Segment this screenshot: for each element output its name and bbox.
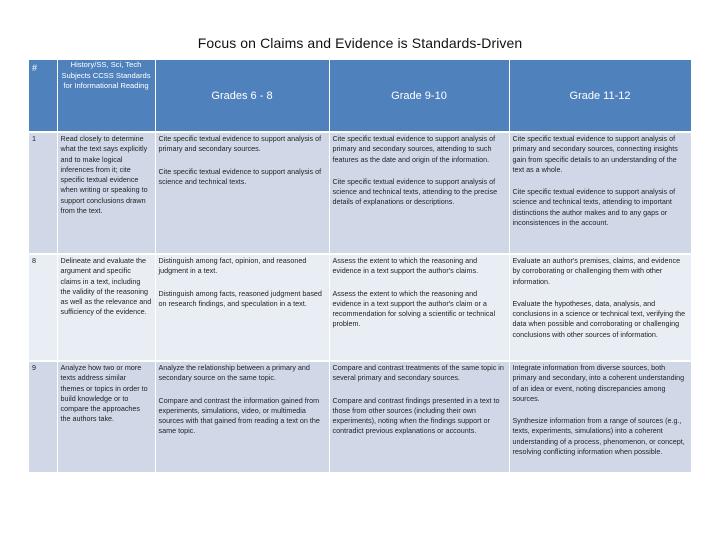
cell-grades-9-10: [329, 132, 509, 254]
header-subject: History/SS, Sci, Tech Subjects CCSS Standards for Informational Reading: [57, 60, 155, 132]
cell-grades-11-12: [509, 132, 691, 254]
cell-text: Compare and contrast the information gained from experiments, simulations, video, or multimedia sources with that gained from reading a text on the same topic.: [158, 395, 320, 436]
cell-grades-9-10: [329, 254, 509, 361]
cell-text: Evaluate an author's premises, claims, and evidence by corroborating or challenging them with other information.: [512, 256, 681, 286]
cell-text: Cite specific textual evidence to support analysis of primary and secondary sources, attending to such features as the date and origin of the information.: [332, 134, 496, 164]
standard-text: Analyze how two or more texts address similar themes or topics in order to build knowledge or to compare the approaches the authors take.: [57, 361, 155, 473]
cell-text: Cite specific textual evidence to support analysis of primary and secondary sources.: [158, 134, 322, 154]
standard-text: Delineate and evaluate the argument and specific claims in a text, including the validity of the reasoning as well as the relevance and sufficiency of the evidence.: [57, 254, 155, 361]
table-row: [29, 254, 691, 361]
header-grades-9-10: Grade 9-10: [329, 60, 509, 132]
cell-text: Assess the extent to which the reasoning and evidence in a text support the author's claim or a recommendation for solving a scientific or technical problem.: [332, 288, 496, 329]
header-grades-6-8: Grades 6 - 8: [155, 60, 329, 132]
page-title: Focus on Claims and Evidence is Standards-Driven: [197, 35, 523, 51]
cell-text: Cite specific textual evidence to support analysis of science and technical texts.: [158, 166, 322, 186]
cell-grades-11-12: [509, 254, 691, 361]
cell-text: Cite specific textual evidence to support analysis of science and technical texts, attending to the precise details of explanations or descriptions.: [332, 176, 498, 207]
cell-text: Evaluate the hypotheses, data, analysis, and conclusions in a science or technical text, verifying the data when possible and corroborating or challenging conclusions with other sources of information.: [512, 298, 686, 339]
header-row: [29, 60, 691, 132]
cell-grades-9-10: [329, 361, 509, 473]
standard-number: 8: [29, 254, 57, 361]
cell-grades-6-8: [155, 132, 329, 254]
table-row: [29, 361, 691, 473]
header-grades-11-12: Grade 11-12: [509, 60, 691, 132]
standard-number: 1: [29, 132, 57, 254]
cell-text: Compare and contrast findings presented in a text to those from other sources (including their own experiments), noting when the findings support or contradict previous explanations or accounts.: [332, 395, 500, 436]
cell-text: Distinguish among facts, reasoned judgment based on research findings, and speculation in a text.: [158, 288, 322, 308]
cell-text: Compare and contrast treatments of the same topic in several primary and secondary sources.: [332, 363, 504, 383]
cell-text: Integrate information from diverse sources, both primary and secondary, into a coherent understanding of an idea or event, noting discrepancies among sources.: [512, 363, 685, 403]
header-number: #: [29, 60, 57, 132]
cell-text: Cite specific textual evidence to support analysis of science and technical texts, attending to important distinctions the author makes and to any gaps or inconsistences in the account.: [512, 187, 676, 228]
cell-grades-11-12: [509, 361, 691, 473]
standards-table: [29, 60, 692, 474]
cell-text: Analyze the relationship between a primary and secondary source on the same topic.: [158, 363, 310, 383]
cell-grades-6-8: [155, 361, 329, 473]
cell-text: Synthesize information from a range of sources (e.g., texts, experiments, simulations) into a coherent understanding of a process, phenomenon, or concept, resolving conflicting information when possible.: [512, 416, 685, 457]
cell-text: Assess the extent to which the reasoning and evidence in a text support the author's claims.: [332, 256, 479, 276]
cell-grades-6-8: [155, 254, 329, 361]
cell-text: Distinguish among fact, opinion, and reasoned judgment in a text.: [158, 256, 307, 276]
cell-text: Cite specific textual evidence to support analysis of primary and secondary sources, connecting insights gain from specific details to an understanding of the text as a whole.: [512, 134, 678, 174]
standard-number: 9: [29, 361, 57, 473]
table-row: [29, 132, 691, 254]
standard-text: Read closely to determine what the text says explicitly and to make logical inferences from it; cite specific textual evidence when writing or speaking to support conclusions drawn from the text.: [57, 132, 155, 254]
